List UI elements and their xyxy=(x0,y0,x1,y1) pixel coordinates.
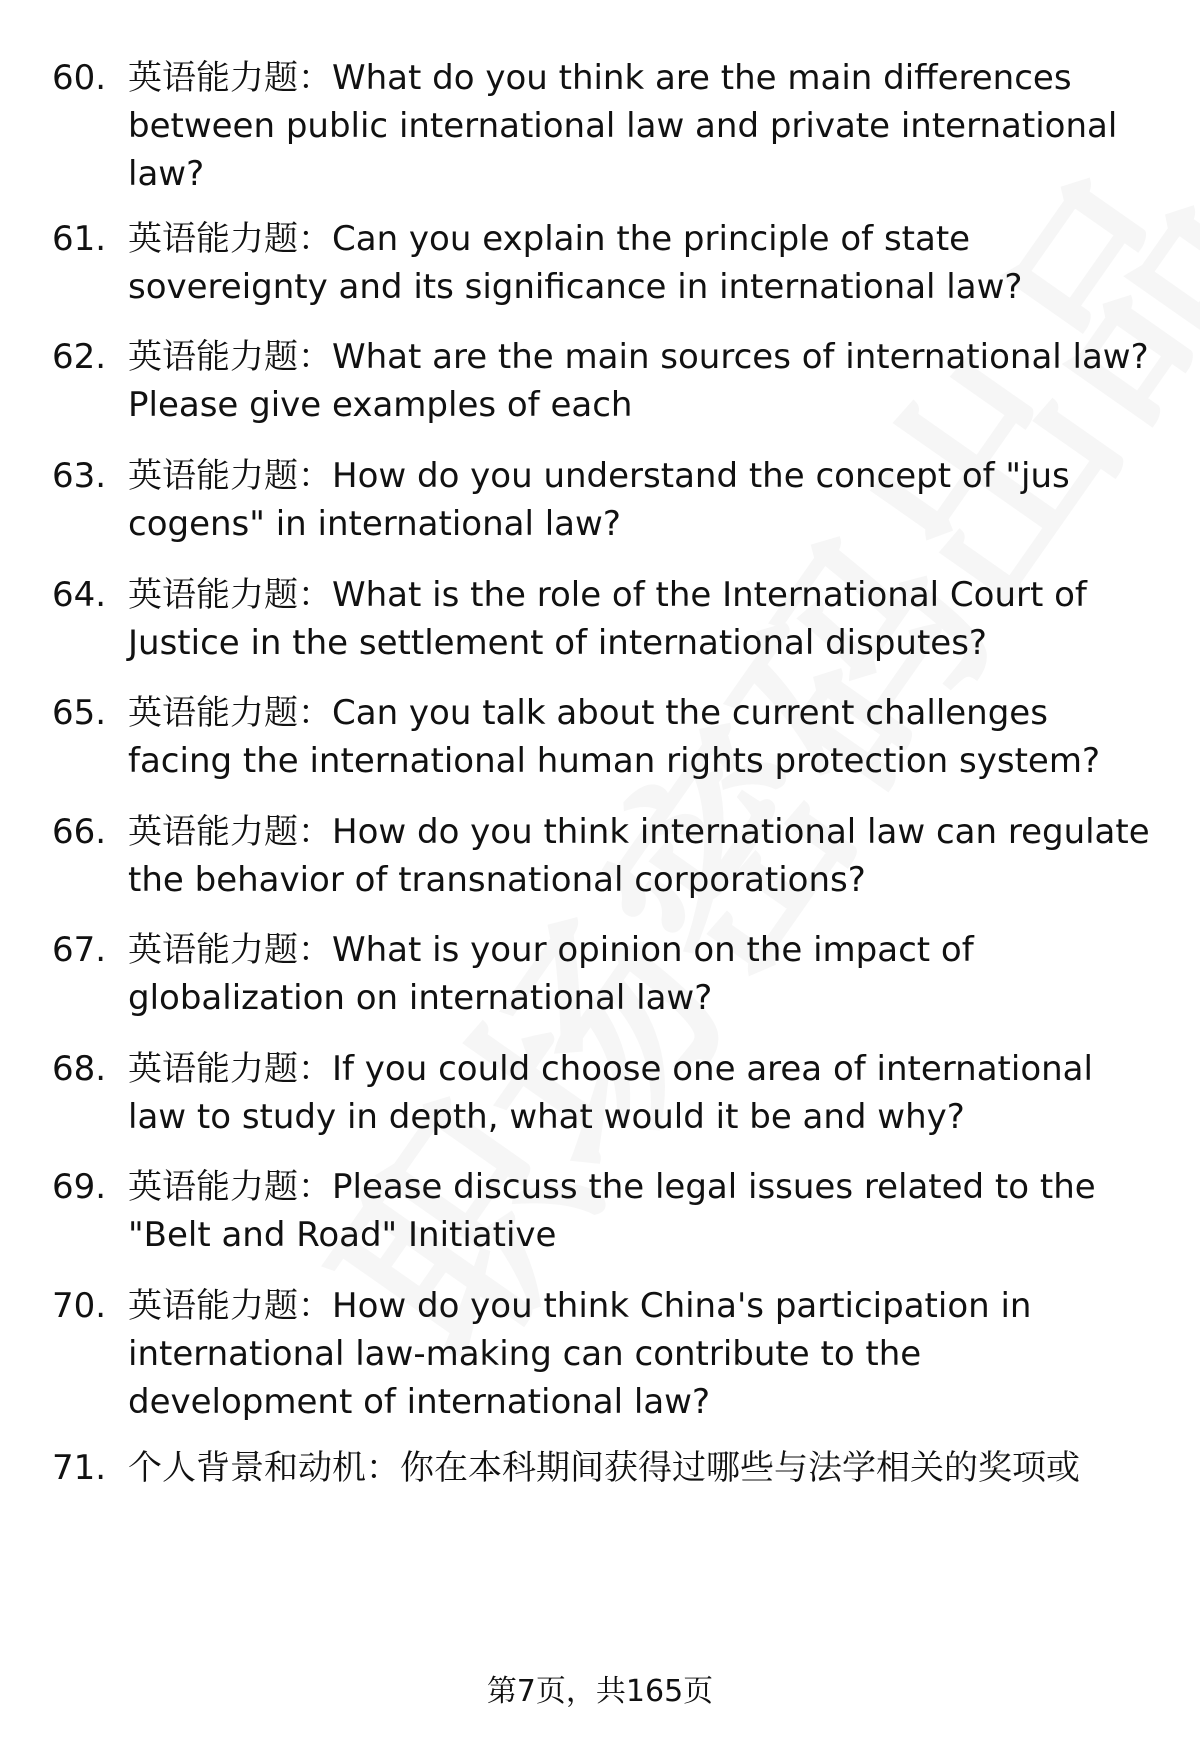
question-number: 70. xyxy=(52,1286,107,1326)
question-number: 65. xyxy=(52,693,107,733)
question-text: 个人背景和动机：你在本科期间获得过哪些与法学相关的奖项或 xyxy=(128,1448,1080,1488)
question-item xyxy=(52,54,1152,198)
question-item xyxy=(52,808,1152,904)
question-number: 60. xyxy=(52,58,107,98)
question-item xyxy=(52,215,1152,311)
question-text: 英语能力题：Please discuss the legal issues related to the "Belt and Road" Initiative xyxy=(128,1167,1096,1255)
question-number: 64. xyxy=(52,575,107,615)
question-item xyxy=(52,571,1152,667)
question-number: 67. xyxy=(52,930,107,970)
question-item xyxy=(52,333,1152,429)
question-number: 62. xyxy=(52,337,107,377)
question-text: 英语能力题：Can you talk about the current challenges facing the international human rights protection system? xyxy=(128,693,1100,781)
question-text: 英语能力题：If you could choose one area of international law to study in depth, what would it be and why? xyxy=(128,1049,1093,1137)
question-item xyxy=(52,926,1152,1022)
question-text: 英语能力题：What is the role of the International Court of Justice in the settlement of international disputes? xyxy=(128,575,1087,663)
question-item xyxy=(52,1163,1152,1259)
question-item xyxy=(52,1045,1152,1141)
question-text: 英语能力题：How do you understand the concept of "jus cogens" in international law? xyxy=(128,456,1070,544)
question-number: 71. xyxy=(52,1448,107,1488)
question-item xyxy=(52,1444,1152,1492)
question-item xyxy=(52,452,1152,548)
question-text: 英语能力题：How do you think international law can regulate the behavior of transnational corporations? xyxy=(128,812,1150,900)
question-number: 68. xyxy=(52,1049,107,1089)
question-text: 英语能力题：What is your opinion on the impact of globalization on international law? xyxy=(128,930,974,1018)
question-text: 英语能力题：What do you think are the main differences between public international law and private international law? xyxy=(128,58,1118,194)
question-text: 英语能力题：What are the main sources of international law? Please give examples of each xyxy=(128,337,1149,425)
question-number: 69. xyxy=(52,1167,107,1207)
question-number: 66. xyxy=(52,812,107,852)
question-item xyxy=(52,689,1152,785)
question-number: 61. xyxy=(52,219,107,259)
question-number: 63. xyxy=(52,456,107,496)
question-text: 英语能力题：How do you think China's participation in international law-making can contribute to the development of international law? xyxy=(128,1286,1032,1422)
question-item xyxy=(52,1282,1152,1426)
page-footer: 第7页，共165页 xyxy=(486,1674,714,1709)
question-text: 英语能力题：Can you explain the principle of state sovereignty and its significance in international law? xyxy=(128,219,1023,307)
